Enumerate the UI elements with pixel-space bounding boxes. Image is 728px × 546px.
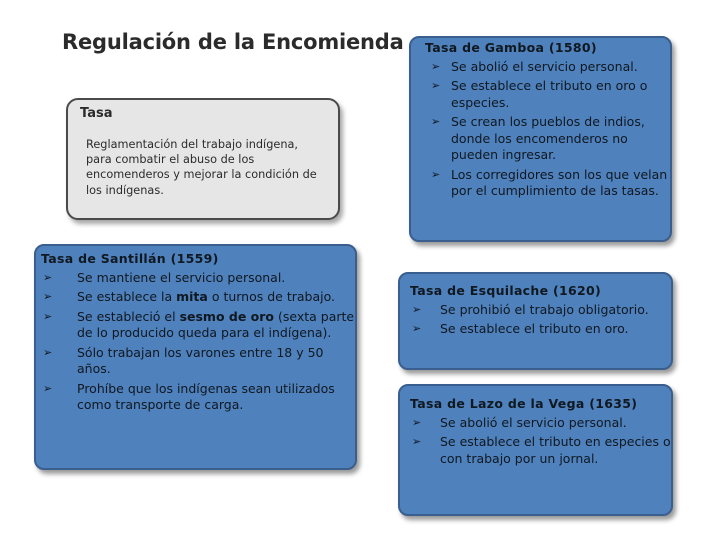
list-item-emphasis: sesmo de oro bbox=[179, 308, 275, 324]
list-item bbox=[410, 434, 671, 467]
list-item-text: o turnos de trabajo. bbox=[207, 289, 336, 304]
list-item-text: Se estableció el bbox=[77, 308, 180, 324]
arrow-bullet-icon: ➢ bbox=[43, 270, 53, 284]
bullet-list bbox=[41, 270, 355, 414]
list-item-text: Se crean los pueblos de indios, donde los encomenderos no pueden ingresar. bbox=[451, 114, 645, 162]
list-item-text: Se prohibió el trabajo obligatorio. bbox=[440, 301, 649, 317]
card-tasa-esquilache bbox=[398, 272, 673, 370]
arrow-bullet-icon: ➢ bbox=[431, 79, 441, 92]
list-item bbox=[41, 289, 355, 306]
bullet-list bbox=[425, 59, 670, 200]
list-item bbox=[410, 302, 671, 319]
list-item bbox=[410, 415, 671, 432]
bullet-list bbox=[410, 415, 671, 468]
card-title: Tasa de Santillán (1559) bbox=[41, 251, 219, 266]
list-item-text: Los corregidores son los que velan por el cumplimiento de las tasas. bbox=[451, 166, 668, 198]
list-item bbox=[41, 270, 355, 287]
list-item-text: Se mantiene el servicio personal. bbox=[77, 269, 286, 285]
list-item-text: Se establece la bbox=[77, 289, 177, 304]
list-item-text: Sólo trabajan los varones entre 18 y 50 años. bbox=[77, 344, 324, 376]
arrow-bullet-icon: ➢ bbox=[431, 167, 441, 181]
arrow-bullet-icon: ➢ bbox=[412, 302, 422, 316]
tasa-definition-box bbox=[66, 98, 340, 220]
list-item bbox=[41, 345, 355, 378]
arrow-bullet-icon: ➢ bbox=[43, 381, 53, 395]
card-tasa-santillan bbox=[34, 244, 357, 470]
list-item bbox=[425, 78, 670, 111]
list-item-text: Prohíbe que los indígenas sean utilizados como transporte de carga. bbox=[77, 380, 335, 412]
arrow-bullet-icon: ➢ bbox=[43, 290, 53, 303]
arrow-bullet-icon: ➢ bbox=[43, 345, 53, 359]
list-item-text: Se establece el tributo en especies o con trabajo por un jornal. bbox=[440, 434, 671, 466]
tasa-heading: Tasa bbox=[80, 106, 113, 121]
list-item-text: Se establece el tributo en oro. bbox=[440, 321, 629, 336]
list-item-text: Se establece el tributo en oro o especies. bbox=[451, 78, 648, 110]
arrow-bullet-icon: ➢ bbox=[412, 435, 422, 448]
list-item-text: Se abolió el servicio personal. bbox=[451, 58, 638, 74]
list-item bbox=[410, 321, 671, 338]
tasa-description: Reglamentación del trabajo indígena, para combatir el abuso de los encomenderos y mejorar la condición de los indígenas. bbox=[86, 138, 317, 197]
list-item-emphasis: mita bbox=[176, 289, 208, 304]
card-tasa-gamboa bbox=[409, 36, 672, 242]
page-title: Regulación de la Encomienda bbox=[62, 30, 404, 54]
arrow-bullet-icon: ➢ bbox=[43, 309, 53, 323]
list-item bbox=[41, 381, 355, 414]
arrow-bullet-icon: ➢ bbox=[431, 115, 441, 128]
list-item bbox=[425, 114, 670, 164]
list-item bbox=[41, 309, 355, 342]
bullet-list bbox=[410, 302, 671, 338]
arrow-bullet-icon: ➢ bbox=[412, 415, 422, 429]
card-title: Tasa de Esquilache (1620) bbox=[410, 283, 602, 298]
card-title: Tasa de Gamboa (1580) bbox=[425, 40, 597, 55]
card-tasa-lazo-de-la-vega bbox=[398, 384, 673, 516]
card-title: Tasa de Lazo de la Vega (1635) bbox=[410, 396, 638, 411]
arrow-bullet-icon: ➢ bbox=[412, 322, 422, 335]
list-item-text: Se abolió el servicio personal. bbox=[440, 414, 627, 430]
list-item bbox=[425, 59, 670, 76]
list-item bbox=[425, 167, 670, 200]
list-item-text: (sexta parte de lo producido queda para el indígena). bbox=[77, 308, 355, 340]
arrow-bullet-icon: ➢ bbox=[431, 59, 441, 73]
